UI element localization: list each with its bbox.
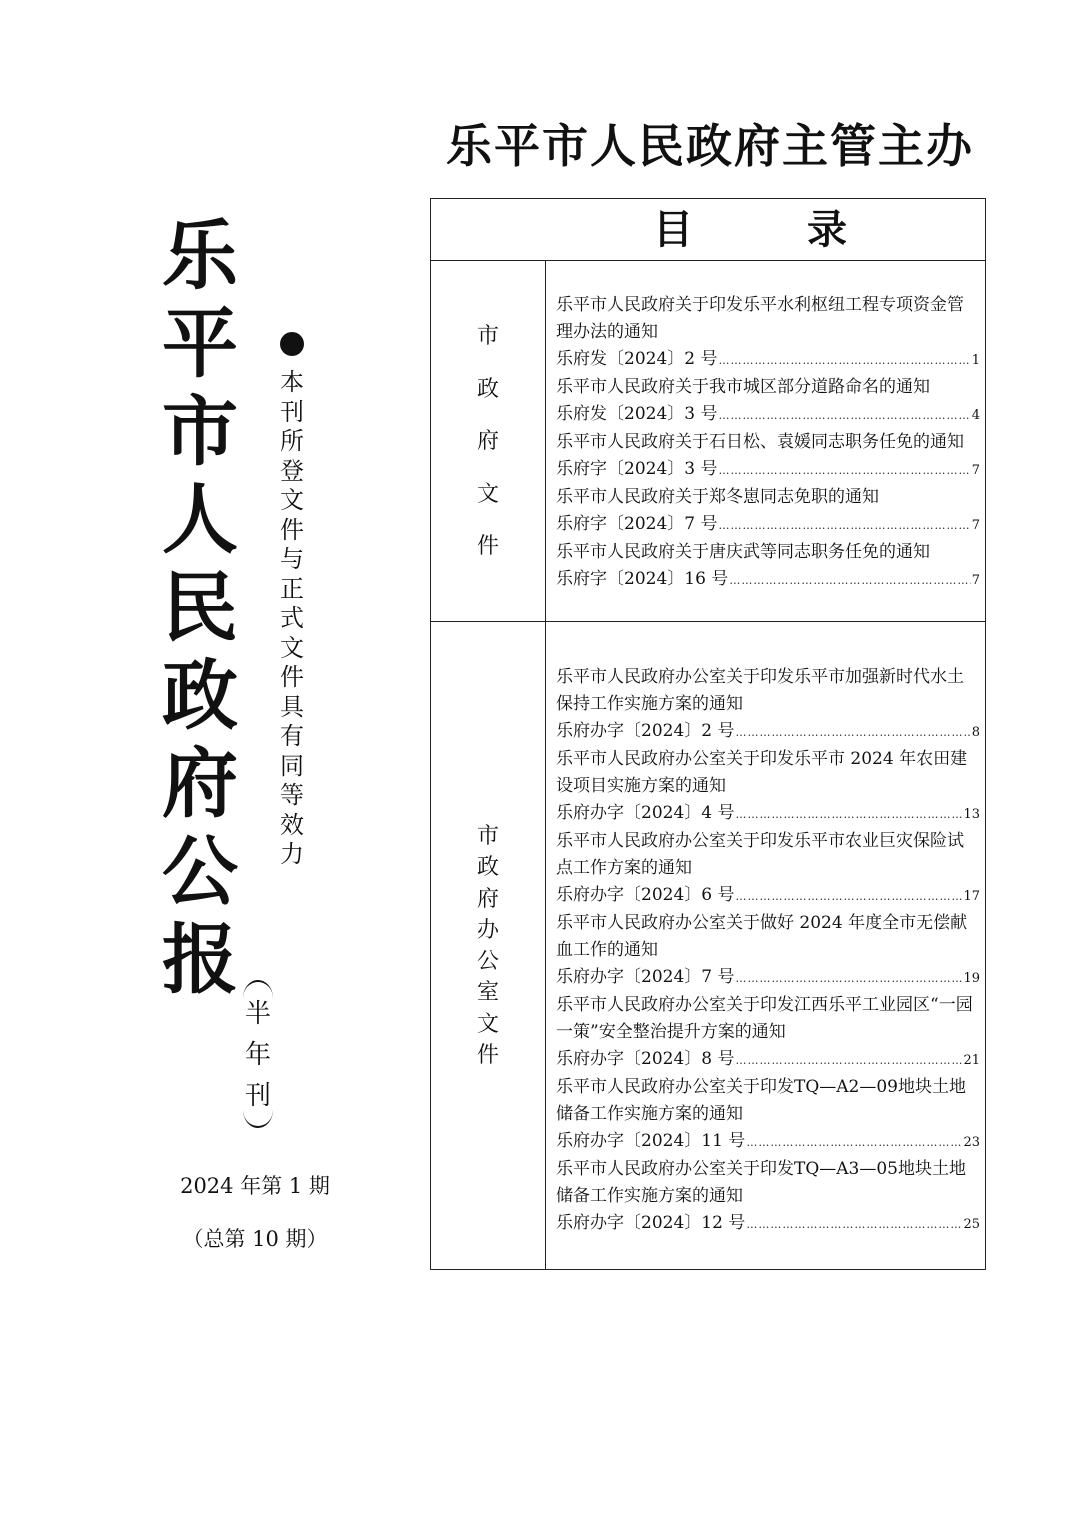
issue-number: 2024 年第 1 期 (180, 1174, 330, 1198)
entry-title: 乐平市人民政府办公室关于印发TQ—A2—09地块土地储备工作实施方案的通知 (556, 1077, 966, 1124)
dot-leader (735, 883, 962, 910)
entry-title: 乐平市人民政府办公室关于印发TQ—A3—05地块土地储备工作实施方案的通知 (556, 1159, 966, 1206)
entry-ref (556, 800, 980, 828)
entry-doc-number: 乐府办字〔2024〕7 号 (556, 967, 735, 987)
note-char: 等 (280, 781, 304, 809)
toc-entry[interactable] (556, 374, 980, 429)
masthead-char: 平 (162, 299, 238, 388)
section-label-char: 办 (476, 917, 499, 943)
entry-ref (556, 882, 980, 910)
note-char: 同 (280, 751, 304, 780)
toc-heading-char: 录 (807, 206, 847, 253)
dot-leader (718, 457, 970, 484)
section-entries-city-government (556, 292, 980, 594)
toc-entry[interactable] (556, 1074, 980, 1156)
entry-doc-number: 乐府办字〔2024〕8 号 (556, 1049, 735, 1069)
entry-ref (556, 566, 980, 594)
toc-entry[interactable] (556, 746, 980, 828)
toc-entry[interactable] (556, 664, 980, 746)
entry-ref (556, 718, 980, 746)
note-char: 有 (280, 722, 304, 750)
entry-doc-number: 乐府办字〔2024〕11 号 (556, 1131, 746, 1151)
entry-title: 乐平市人民政府关于郑冬崽同志免职的通知 (556, 487, 879, 507)
entry-page: 4 (971, 408, 980, 423)
masthead-char: 民 (162, 563, 238, 652)
toc-entry[interactable] (556, 1156, 980, 1238)
toc-entry[interactable] (556, 484, 980, 539)
entry-doc-number: 乐府发〔2024〕2 号 (556, 349, 718, 369)
entry-page: 8 (971, 725, 980, 740)
toc-entry[interactable] (556, 992, 980, 1074)
note-char: 所 (280, 427, 304, 455)
note-char: 与 (280, 545, 304, 573)
entry-title: 乐平市人民政府关于我市城区部分道路命名的通知 (556, 377, 930, 397)
frequency-chars (235, 994, 281, 1117)
toc-heading (431, 199, 985, 261)
section-label-char: 公 (476, 949, 499, 975)
masthead-char: 乐 (162, 211, 238, 300)
section-label-char: 件 (476, 1043, 499, 1069)
section-label-char: 府 (476, 886, 499, 912)
section-label-char: 政 (476, 855, 499, 881)
masthead-char: 人 (162, 475, 238, 564)
entry-title: 乐平市人民政府办公室关于印发乐平市 2024 年农田建设项目实施方案的通知 (556, 749, 968, 796)
entry-doc-number: 乐府办字〔2024〕6 号 (556, 885, 735, 905)
entry-ref (556, 456, 980, 484)
section-label-city-government (431, 311, 545, 574)
masthead-title (150, 212, 250, 1004)
entry-title: 乐平市人民政府办公室关于印发乐平市农业巨灾保险试点工作方案的通知 (556, 831, 964, 878)
note-char: 文 (280, 633, 304, 662)
entry-title: 乐平市人民政府关于石日松、袁媛同志职务任免的通知 (556, 432, 964, 452)
masthead-char: 政 (162, 651, 238, 740)
section-label-char: 文 (476, 481, 499, 507)
entry-ref (556, 1210, 980, 1238)
dot-leader (718, 512, 970, 539)
toc-entry[interactable] (556, 539, 980, 594)
toc-entry[interactable] (556, 828, 980, 910)
entry-title: 乐平市人民政府办公室关于做好 2024 年度全市无偿献血工作的通知 (556, 913, 968, 960)
entry-page: 23 (963, 1135, 980, 1150)
masthead-char: 府 (162, 739, 238, 828)
frequency-label (235, 980, 281, 1128)
masthead-char: 报 (162, 915, 238, 1004)
section-label-office (431, 821, 545, 1071)
entry-doc-number: 乐府办字〔2024〕12 号 (556, 1213, 746, 1233)
note-char: 具 (280, 692, 304, 721)
dot-leader (735, 1047, 962, 1074)
frequency-char: 半 (244, 999, 271, 1029)
entry-page: 17 (963, 889, 980, 904)
section-label-char: 府 (476, 429, 499, 454)
note-char: 力 (280, 840, 304, 868)
entry-page: 7 (971, 518, 980, 533)
frequency-char: 年 (244, 1040, 271, 1070)
entry-ref (556, 964, 980, 992)
validity-note (276, 368, 308, 870)
table-of-contents (430, 198, 986, 1270)
toc-entry[interactable] (556, 292, 980, 374)
dot-leader (735, 801, 962, 828)
entry-page: 1 (971, 353, 980, 368)
section-label-char: 文 (476, 1011, 499, 1037)
dot-leader (718, 347, 970, 374)
toc-heading-char: 目 (653, 206, 693, 253)
note-char: 刊 (280, 397, 304, 426)
entry-doc-number: 乐府办字〔2024〕4 号 (556, 803, 735, 823)
note-char: 正 (280, 574, 304, 603)
section-label-char: 件 (476, 534, 499, 559)
note-char: 本 (280, 368, 304, 396)
section-label-char: 政 (476, 376, 499, 402)
masthead-char: 市 (162, 387, 238, 476)
entry-page: 7 (971, 463, 980, 478)
dot-leader (735, 965, 962, 992)
entry-doc-number: 乐府字〔2024〕16 号 (556, 569, 729, 589)
entry-title: 乐平市人民政府关于印发乐平水利枢纽工程专项资金管理办法的通知 (556, 295, 964, 342)
section-entries-office (556, 664, 980, 1238)
dot-leader (718, 402, 970, 429)
section-label-char: 市 (476, 324, 499, 349)
entry-title: 乐平市人民政府办公室关于印发乐平市加强新时代水土保持工作实施方案的通知 (556, 667, 964, 714)
section-divider (431, 621, 985, 622)
entry-page: 7 (971, 573, 980, 588)
section-label-char: 室 (476, 980, 499, 1006)
column-divider (545, 261, 546, 1269)
note-char: 登 (280, 456, 304, 485)
dot-leader (746, 1211, 962, 1238)
entry-page: 13 (963, 807, 980, 822)
dot-leader (729, 567, 970, 594)
entry-ref (556, 1128, 980, 1156)
entry-title: 乐平市人民政府关于唐庆武等同志职务任免的通知 (556, 542, 930, 562)
note-char: 效 (280, 810, 304, 839)
note-char: 件 (280, 515, 304, 544)
paren-bottom-icon (243, 1110, 273, 1128)
entry-ref (556, 401, 980, 429)
note-char: 式 (280, 604, 304, 632)
dot-leader (746, 1129, 962, 1156)
entry-ref (556, 346, 980, 374)
entry-page: 21 (963, 1053, 980, 1068)
entry-doc-number: 乐府办字〔2024〕2 号 (556, 721, 735, 741)
entry-ref (556, 511, 980, 539)
note-char: 件 (280, 663, 304, 691)
entry-page: 19 (963, 971, 980, 986)
entry-doc-number: 乐府字〔2024〕7 号 (556, 514, 718, 534)
total-issue-number: （总第 10 期） (182, 1227, 328, 1251)
toc-entry[interactable] (556, 429, 980, 484)
entry-doc-number: 乐府字〔2024〕3 号 (556, 459, 718, 479)
section-label-char: 市 (476, 824, 499, 849)
bullet-dot-icon (280, 332, 304, 356)
entry-doc-number: 乐府发〔2024〕3 号 (556, 404, 718, 424)
entry-page: 25 (963, 1217, 980, 1232)
entry-ref (556, 1046, 980, 1074)
sponsor-line: 乐平市人民政府主管主办 (446, 119, 974, 173)
masthead-char: 公 (162, 827, 238, 916)
toc-entry[interactable] (556, 910, 980, 992)
dot-leader (735, 719, 970, 746)
note-char: 文 (280, 486, 304, 514)
frequency-char: 刊 (244, 1081, 271, 1111)
entry-title: 乐平市人民政府办公室关于印发江西乐平工业园区“一园一策”安全整治提升方案的通知 (556, 995, 973, 1042)
